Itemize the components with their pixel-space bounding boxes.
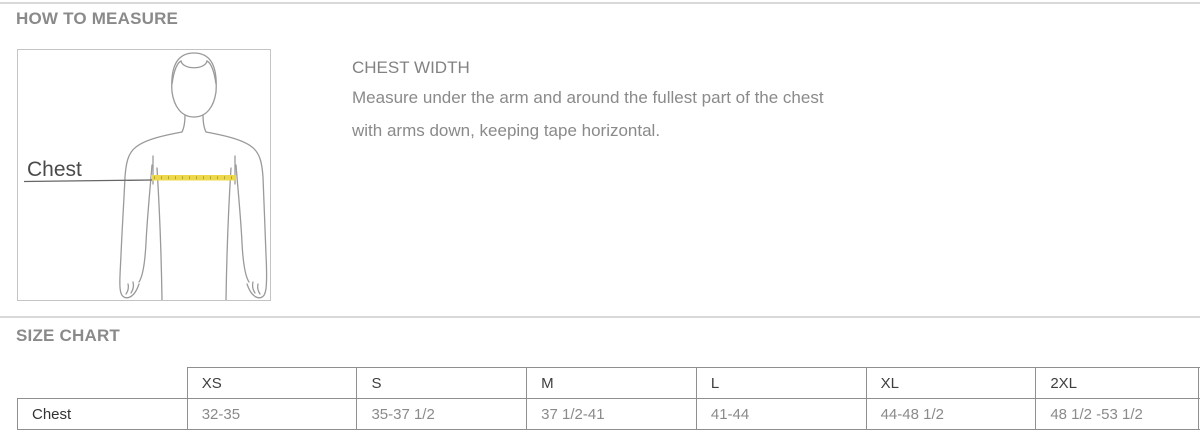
top-divider — [0, 2, 1200, 4]
size-header-xs: XS — [187, 368, 357, 399]
size-header-row — [18, 368, 1200, 399]
measure-section — [0, 49, 1200, 301]
chest-value-xs: 32-35 — [187, 399, 357, 430]
header-blank-cell — [18, 368, 188, 399]
chest-measurement-row — [18, 399, 1200, 430]
instruction-heading: CHEST WIDTH — [352, 58, 470, 77]
size-chart-table-container — [17, 367, 1200, 430]
size-header-m: M — [527, 368, 697, 399]
chest-value-l: 41-44 — [696, 399, 866, 430]
size-header-xl: XL — [866, 368, 1036, 399]
size-chart-title: SIZE CHART — [16, 326, 120, 345]
measuring-tape — [151, 175, 236, 181]
instruction-line-2: with arms down, keeping tape horizontal. — [352, 121, 661, 140]
chest-value-xl: 44-48 1/2 — [866, 399, 1036, 430]
measurement-diagram — [17, 49, 271, 301]
instruction-block — [352, 49, 824, 147]
size-header-2xl: 2XL — [1036, 368, 1199, 399]
diagram-chest-label: Chest — [27, 158, 82, 181]
chest-value-2xl: 48 1/2 -53 1/2 — [1036, 399, 1199, 430]
figure-hairline — [172, 61, 216, 84]
size-chart-table — [17, 367, 1200, 430]
instruction-line-1: Measure under the arm and around the fullest part of the chest — [352, 88, 824, 107]
body-figure-illustration — [18, 50, 270, 300]
size-chart-divider — [0, 316, 1200, 318]
size-header-l: L — [696, 368, 866, 399]
chest-value-s: 35-37 1/2 — [357, 399, 527, 430]
chest-value-m: 37 1/2-41 — [527, 399, 697, 430]
how-to-measure-title: HOW TO MEASURE — [16, 9, 179, 28]
size-header-s: S — [357, 368, 527, 399]
row-label-chest: Chest — [18, 399, 188, 430]
